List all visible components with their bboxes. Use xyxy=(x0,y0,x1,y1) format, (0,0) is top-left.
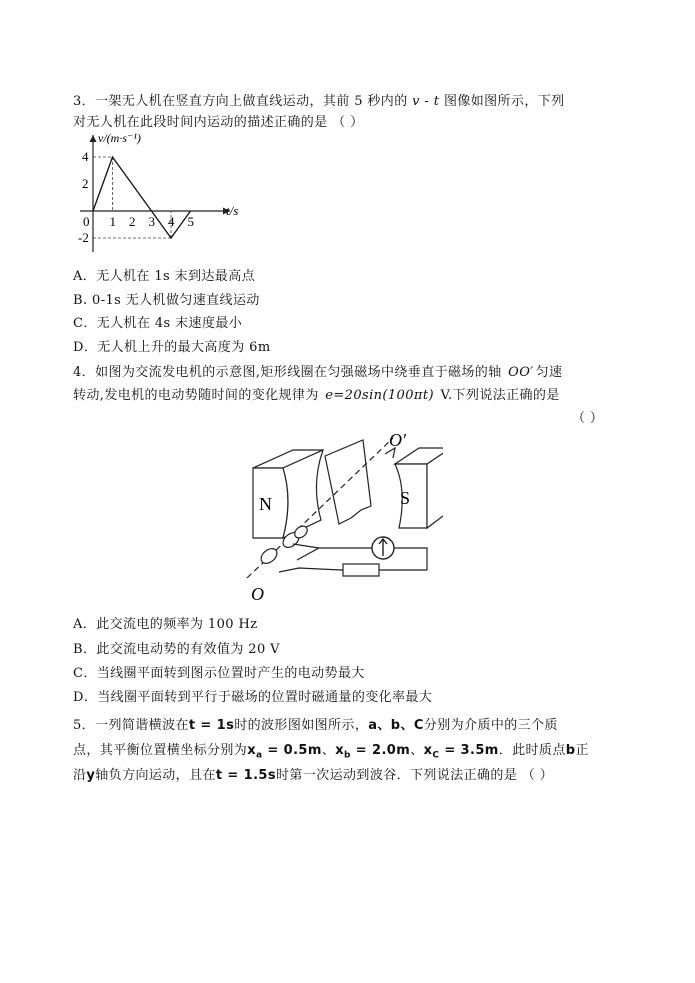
q5-time-2: t = 1.5s xyxy=(215,768,277,783)
q3-vt-symbol: v - t xyxy=(412,94,440,109)
velocity-series-line xyxy=(93,157,191,238)
q3-stem-text: 3．一架无人机在竖直方向上做直线运动，其前 5 秒内的 xyxy=(73,94,408,109)
q5-line3-head: 沿 xyxy=(73,768,87,783)
q4-option-a: A．此交流电的频率为 100 Hz xyxy=(73,617,258,632)
q5-sep2: 、 xyxy=(410,743,424,758)
resistor xyxy=(343,564,379,576)
magnet-s-label: S xyxy=(400,488,411,508)
axis-label-o-prime: O′ xyxy=(389,430,406,450)
q4-stem-tail: 匀速 xyxy=(535,365,563,380)
q5-xc-val: = 3.5m xyxy=(439,743,499,758)
brush-wire xyxy=(293,544,319,548)
slip-ring-1 xyxy=(258,546,280,567)
x-tick-label: 3 xyxy=(148,214,155,229)
q5-point-b: b xyxy=(565,743,576,758)
x-tick-label: 4 xyxy=(168,214,175,229)
q5-xa-sub: a xyxy=(256,750,263,761)
q4-stem-line2-head: 转动,发电机的电动势随时间的变化规律为 xyxy=(73,388,319,403)
vt-chart xyxy=(72,127,272,262)
q5-xa xyxy=(247,743,322,761)
q5-xa-base: x xyxy=(247,743,256,758)
q5-time-1: t = 1s xyxy=(188,718,235,733)
q5-line2-head: 点，其平衡位置横坐标分别为 xyxy=(73,743,248,758)
x-tick-label: 5 xyxy=(187,214,194,229)
q5-sep1: 、 xyxy=(321,743,336,758)
q5-xc-sub: C xyxy=(432,750,440,761)
q5-xb-base: x xyxy=(335,743,345,758)
y-axis-label: v/(m·s⁻¹) xyxy=(98,131,141,145)
q5-line1-end: 分别为介质中的三个质 xyxy=(423,718,558,733)
q5-line1-tail: 时的波形图如图所示， xyxy=(234,718,369,733)
q4-stem-head: 4．如图为交流发电机的示意图,矩形线圈在匀强磁场中绕垂直于磁场的轴 xyxy=(73,365,502,380)
q5-xa-val: = 0.5m xyxy=(262,743,322,758)
q3-stem-tail: 图像如图所示，下列 xyxy=(443,94,565,109)
q5-line2-end: 正 xyxy=(575,743,589,758)
x-tick-label: 2 xyxy=(129,214,136,229)
q4-answer-bracket: （ ） xyxy=(572,411,604,426)
q5-line1 xyxy=(73,714,558,733)
q5-xc-base: x xyxy=(423,743,433,758)
coil-plane xyxy=(325,440,371,524)
q3-stem-line1 xyxy=(73,90,565,109)
q4-stem-line1 xyxy=(73,361,562,380)
q5-line2-tail: ．此时质点 xyxy=(498,743,566,758)
q5-xb-val: = 2.0m xyxy=(350,743,411,758)
q3-option-d: D．无人机上升的最大高度为 6m xyxy=(73,340,271,355)
q3-stem-line2: 对无人机在此段时间内运动的描述正确的是 （ ） xyxy=(73,115,364,130)
generator-diagram xyxy=(243,428,443,603)
x-tick-label: 1 xyxy=(109,214,116,229)
q3-option-c: C．无人机在 4s 末速度最小 xyxy=(73,316,243,331)
q4-stem-line2-tail: V.下列说法正确的是 xyxy=(435,388,560,403)
q4-option-b: B．此交流电动势的有效值为 20 V xyxy=(73,642,280,657)
q5-line1-head: 5．一列简谐横波在 xyxy=(73,718,189,733)
q4-option-c: C．当线圈平面转到图示位置时产生的电动势最大 xyxy=(73,666,365,681)
q5-line3-mid: 轴负方向运动，且在 xyxy=(95,768,216,783)
q4-stem-line2 xyxy=(73,384,560,403)
q5-line3-tail: 时第一次运动到波谷．下列说法正确的是 （ ） xyxy=(276,768,554,783)
q5-points: a、b、C xyxy=(368,718,424,733)
y-tick-label: -2 xyxy=(78,230,89,245)
y-tick-label: 2 xyxy=(82,176,89,191)
q4-axis-symbol: OO′ xyxy=(508,365,534,380)
x-axis-label: t/s xyxy=(226,203,239,218)
q5-line2 xyxy=(73,739,589,761)
q5-xb-sub: b xyxy=(344,750,351,761)
q5-y-axis: y xyxy=(86,768,96,783)
q4-formula: e=20sin(100πt) xyxy=(325,388,434,403)
q3-option-a: A．无人机在 1s 末到达最高点 xyxy=(73,269,255,284)
x-tick-label: 0 xyxy=(83,214,90,229)
q5-line3 xyxy=(73,764,553,783)
q5-xc xyxy=(423,743,499,761)
axis-label-o: O xyxy=(251,584,264,603)
q4-option-d: D．当线圈平面转到平行于磁场的位置时磁通量的变化率最大 xyxy=(73,690,433,705)
magnet-n-label: N xyxy=(259,494,272,514)
q5-xb xyxy=(335,743,411,761)
y-tick-label: 4 xyxy=(82,149,89,164)
q3-option-b: B. 0-1s 无人机做匀速直线运动 xyxy=(73,293,260,308)
